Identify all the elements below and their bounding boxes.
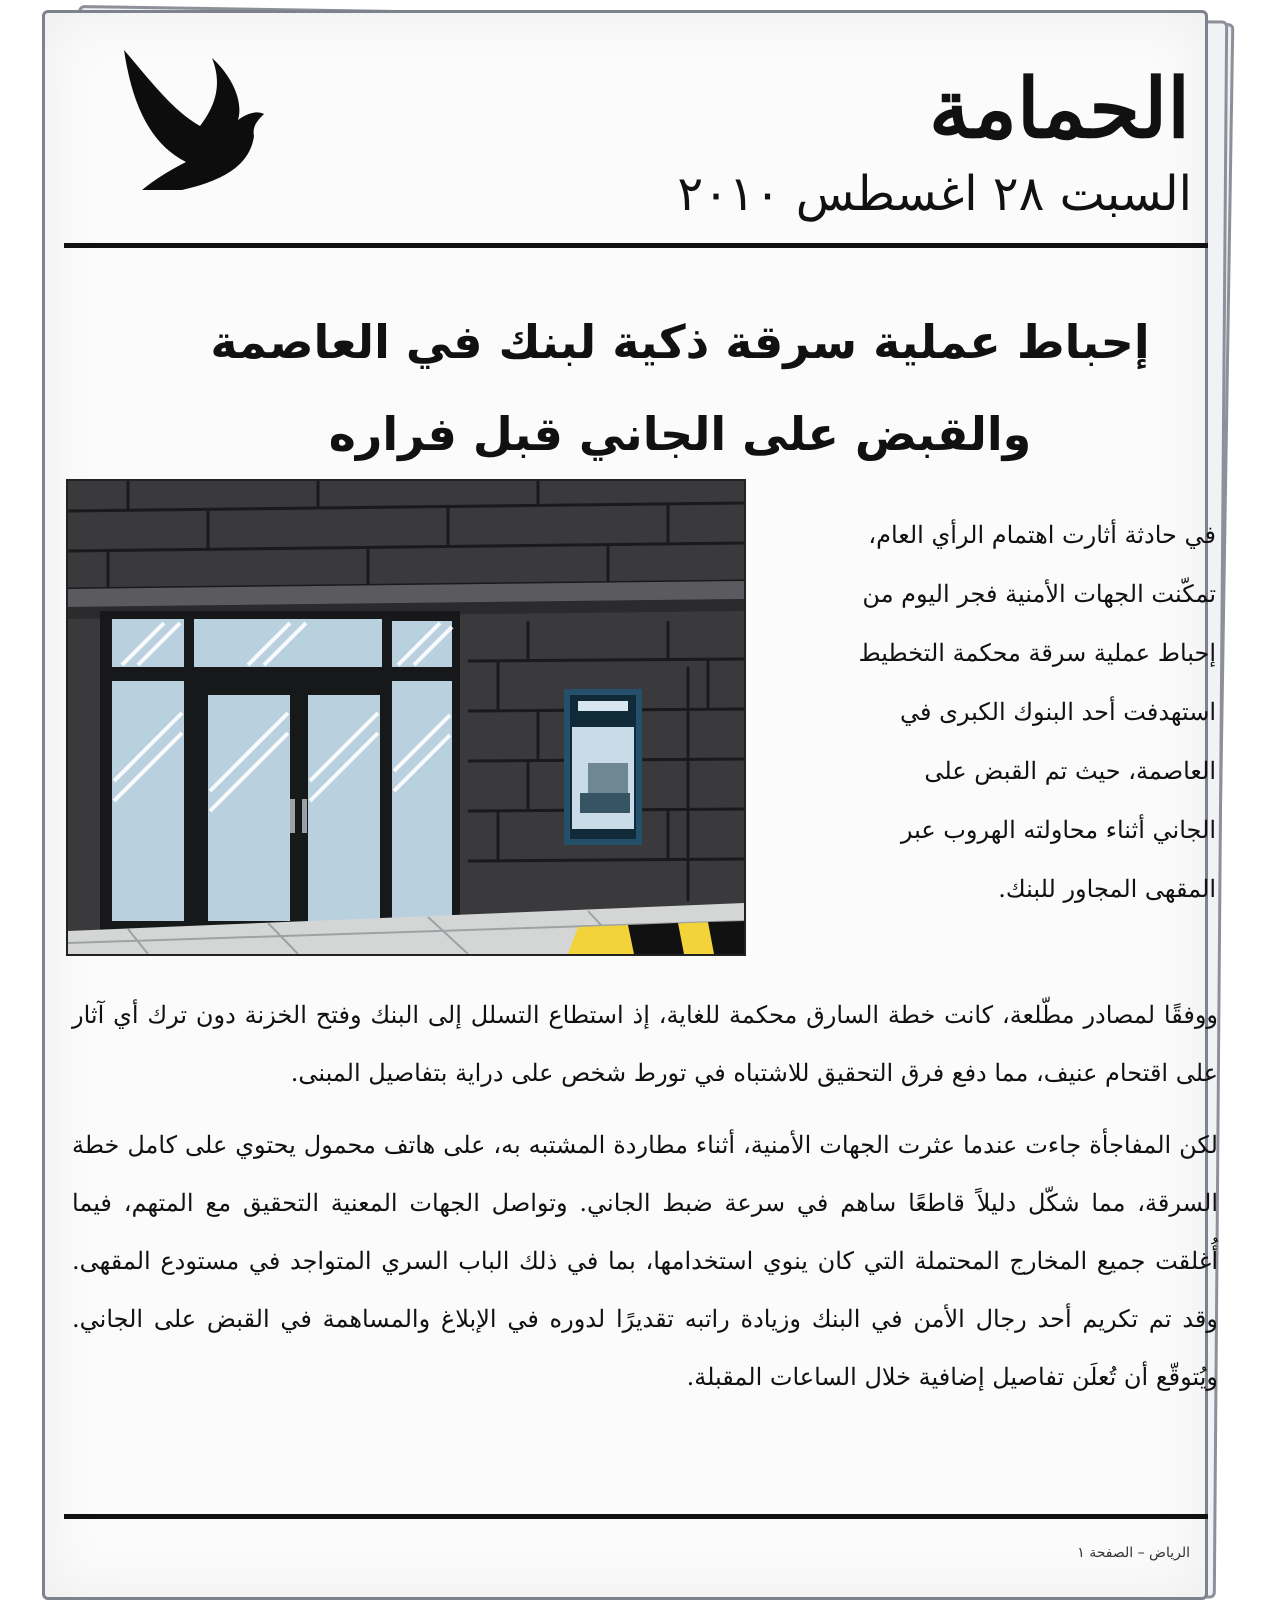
article-headline: إحباط عملية سرقة ذكية لبنك في العاصمة والقبض على الجاني قبل فراره (210, 315, 1150, 461)
lead-line: في حادثة أثارت اهتمام الرأي العام، (868, 521, 1216, 549)
page-footer: الرياض – الصفحة ١ (1077, 1545, 1190, 1561)
article-paragraph-2: لكن المفاجأة جاءت عندما عثرت الجهات الأمنية، أثناء مطاردة المشتبه به، على هاتف محمول يحتوي على كامل خطة السرقة، مما شكّل دليلاً قاطعًا ساهم في سرعة ضبط الجاني. وتواصل الجهات المعنية التحقيق مع المتهم، فيما أُغلقت جميع المخارج المحتملة التي كان ينوي استخدامها، بما في ذلك الباب السري المتواجد في مستودع المقهى. وقد تم تكريم أحد رجال الأمن في البنك وزيادة راتبه تقديرًا لدوره في الإبلاغ والمساهمة في القبض على الجاني. ويُتوقّع أن تُعلَن تفاصيل إضافية خلال الساعات المقبلة. (72, 1131, 1218, 1391)
footer-divider (64, 1514, 1208, 1519)
lead-line: الجاني أثناء محاولته الهروب عبر (900, 816, 1216, 844)
issue-date: السبت ٢٨ اغسطس ٢٠١٠ (677, 166, 1192, 222)
header-divider (64, 243, 1208, 248)
bank-facade-illustration (66, 479, 746, 956)
lead-line: تمكّنت الجهات الأمنية فجر اليوم من (862, 580, 1216, 608)
article-lead (796, 506, 1216, 919)
article-paragraph-1: ووفقًا لمصادر مطّلعة، كانت خطة السارق محكمة للغاية، إذ استطاع التسلل إلى البنك وفتح الخزنة دون ترك أي آثار على اقتحام عنيف، مما دفع فرق التحقيق للاشتباه في تورط شخص على دراية بتفاصيل المبنى. (72, 1001, 1218, 1087)
lead-line: العاصمة، حيث تم القبض على (924, 757, 1216, 785)
dove-icon (120, 40, 270, 200)
lead-line: إحباط عملية سرقة محكمة التخطيط (858, 639, 1216, 667)
newspaper-title: الحمامة (929, 61, 1190, 157)
lead-line: المقهى المجاور للبنك. (998, 875, 1216, 903)
lead-line: استهدفت أحد البنوك الكبرى في (900, 698, 1216, 726)
